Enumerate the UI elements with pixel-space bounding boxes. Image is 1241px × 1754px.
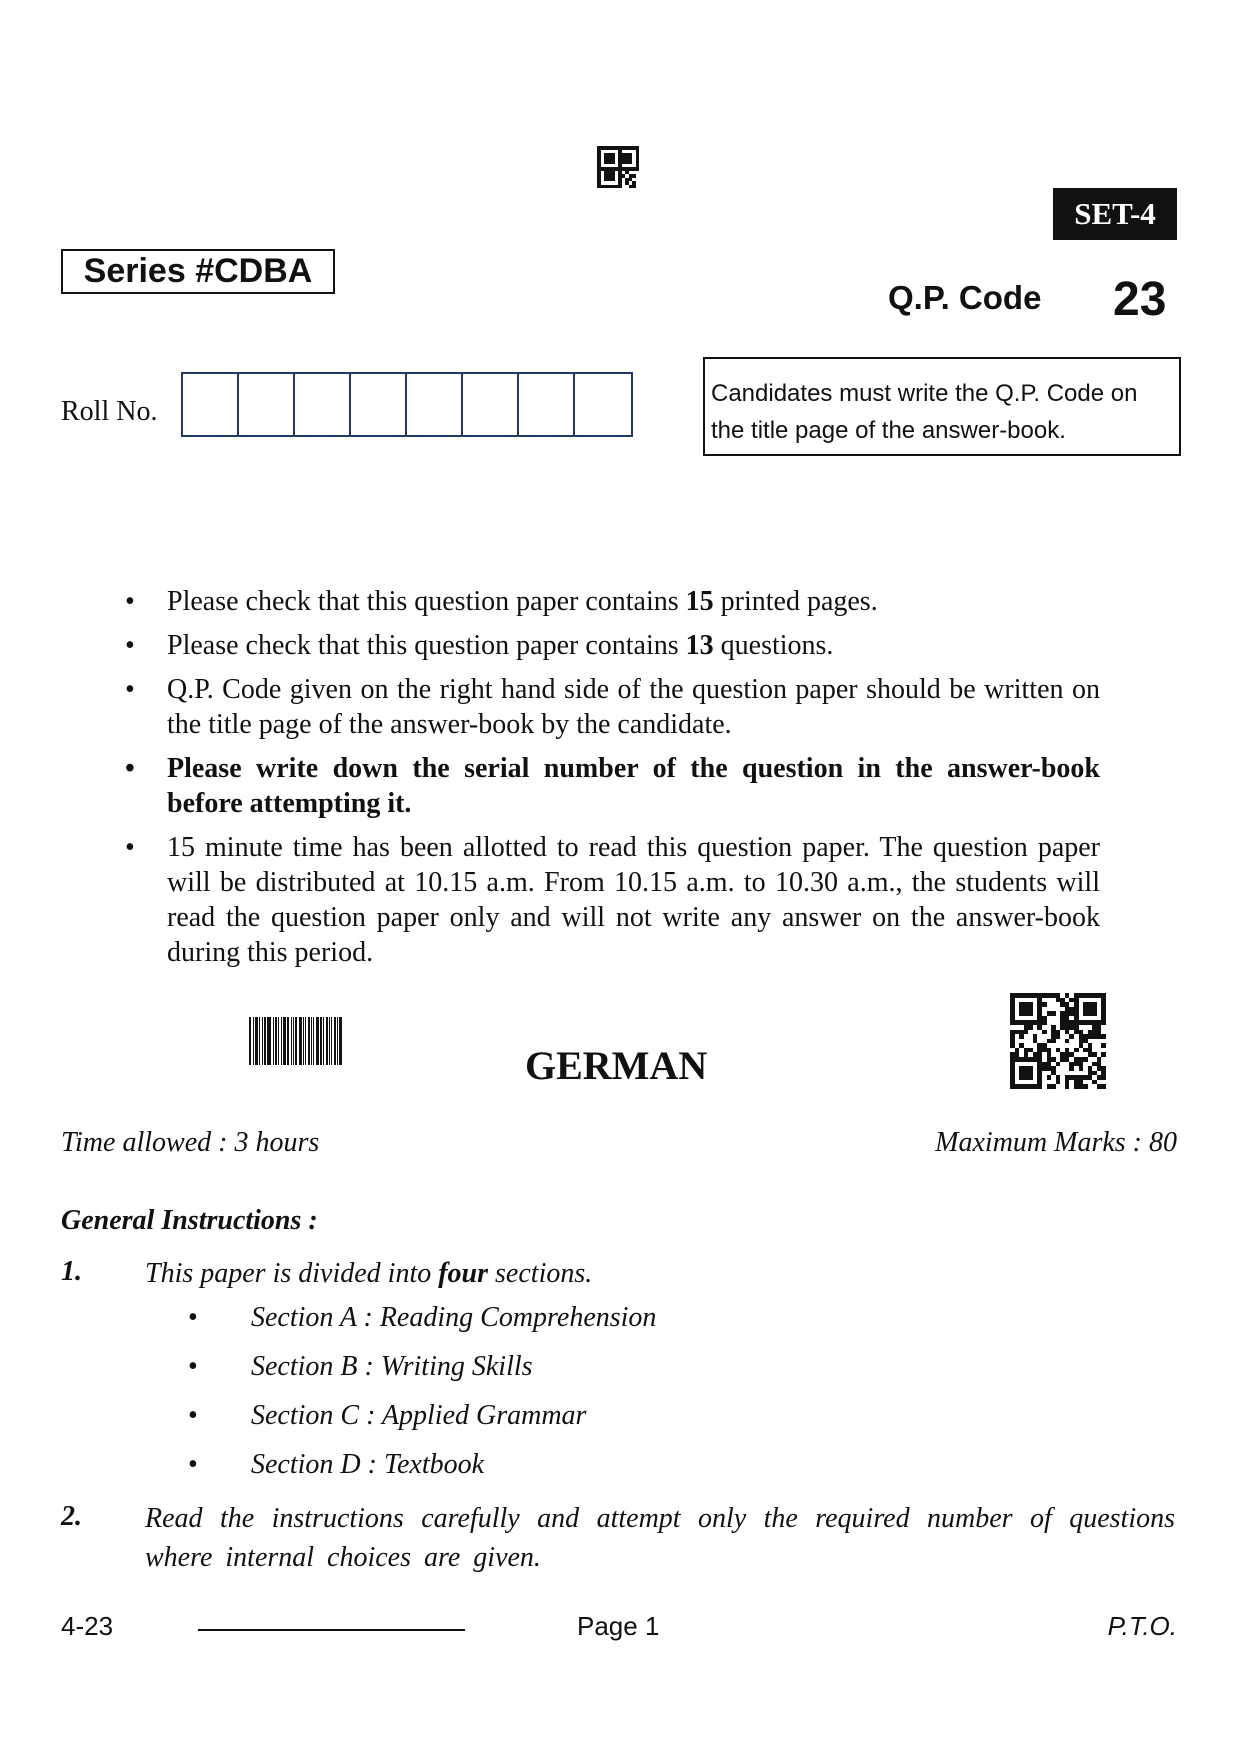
instruction-text: Read the instructions carefully and attempt only the required number of questions where internal choices are given.	[145, 1503, 1175, 1573]
subject-title: GERMAN	[525, 1043, 708, 1088]
top-qr-code-icon	[597, 146, 639, 188]
barcode-icon	[249, 1017, 349, 1065]
set-badge: SET-4	[1053, 188, 1177, 240]
series-label: Series #CDBA	[61, 249, 335, 294]
checklist-item: • Please check that this question paper contains 15 printed pages.	[120, 584, 1100, 619]
checklist-item: • Please check that this question paper contains 13 questions.	[120, 628, 1100, 663]
checklist	[120, 584, 1100, 979]
qp-code-note: Candidates must write the Q.P. Code on the title page of the answer-book.	[703, 357, 1181, 456]
instruction-number: 1.	[61, 1256, 82, 1287]
general-instructions-heading: General Instructions :	[61, 1205, 318, 1236]
qp-code-label: Q.P. Code	[888, 279, 1042, 316]
section-item: • Section B : Writing Skills	[188, 1349, 656, 1398]
instruction-text: This paper is divided into four sections.	[145, 1258, 593, 1289]
roll-no-cell[interactable]	[239, 374, 295, 435]
roll-no-cell[interactable]	[575, 374, 631, 435]
roll-no-cell[interactable]	[295, 374, 351, 435]
checklist-item: • Q.P. Code given on the right hand side of the question paper should be written on the title page of the answer-book by the candidate.	[120, 672, 1100, 742]
roll-no-cell[interactable]	[463, 374, 519, 435]
footer-pto: P.T.O.	[1107, 1611, 1177, 1641]
roll-no-cell[interactable]	[351, 374, 407, 435]
section-item: • Section A : Reading Comprehension	[188, 1300, 656, 1349]
checklist-item: • Please write down the serial number of the question in the answer-book before attempting it.	[120, 751, 1100, 821]
time-allowed: Time allowed : 3 hours	[61, 1127, 320, 1158]
roll-no-label: Roll No.	[61, 396, 158, 427]
qp-code-value: 23	[1113, 273, 1167, 326]
section-item: • Section D : Textbook	[188, 1447, 656, 1496]
footer-divider	[198, 1629, 465, 1631]
roll-no-boxes[interactable]	[181, 372, 633, 437]
section-item: • Section C : Applied Grammar	[188, 1398, 656, 1447]
footer-code: 4-23	[61, 1611, 114, 1641]
roll-no-cell[interactable]	[519, 374, 575, 435]
sections-list	[188, 1300, 656, 1496]
roll-no-cell[interactable]	[407, 374, 463, 435]
instruction-number: 2.	[61, 1501, 82, 1532]
checklist-item: • 15 minute time has been allotted to read this question paper. The question paper will be distributed at 10.15 a.m. From 10.15 a.m. to 10.30 a.m., the students will read the question paper only and will not write any answer on the answer-book during this period.	[120, 830, 1100, 970]
footer-page-number: Page 1	[577, 1611, 660, 1641]
roll-no-cell[interactable]	[183, 374, 239, 435]
maximum-marks: Maximum Marks : 80	[935, 1127, 1177, 1158]
subject-qr-code-icon	[1010, 993, 1106, 1089]
